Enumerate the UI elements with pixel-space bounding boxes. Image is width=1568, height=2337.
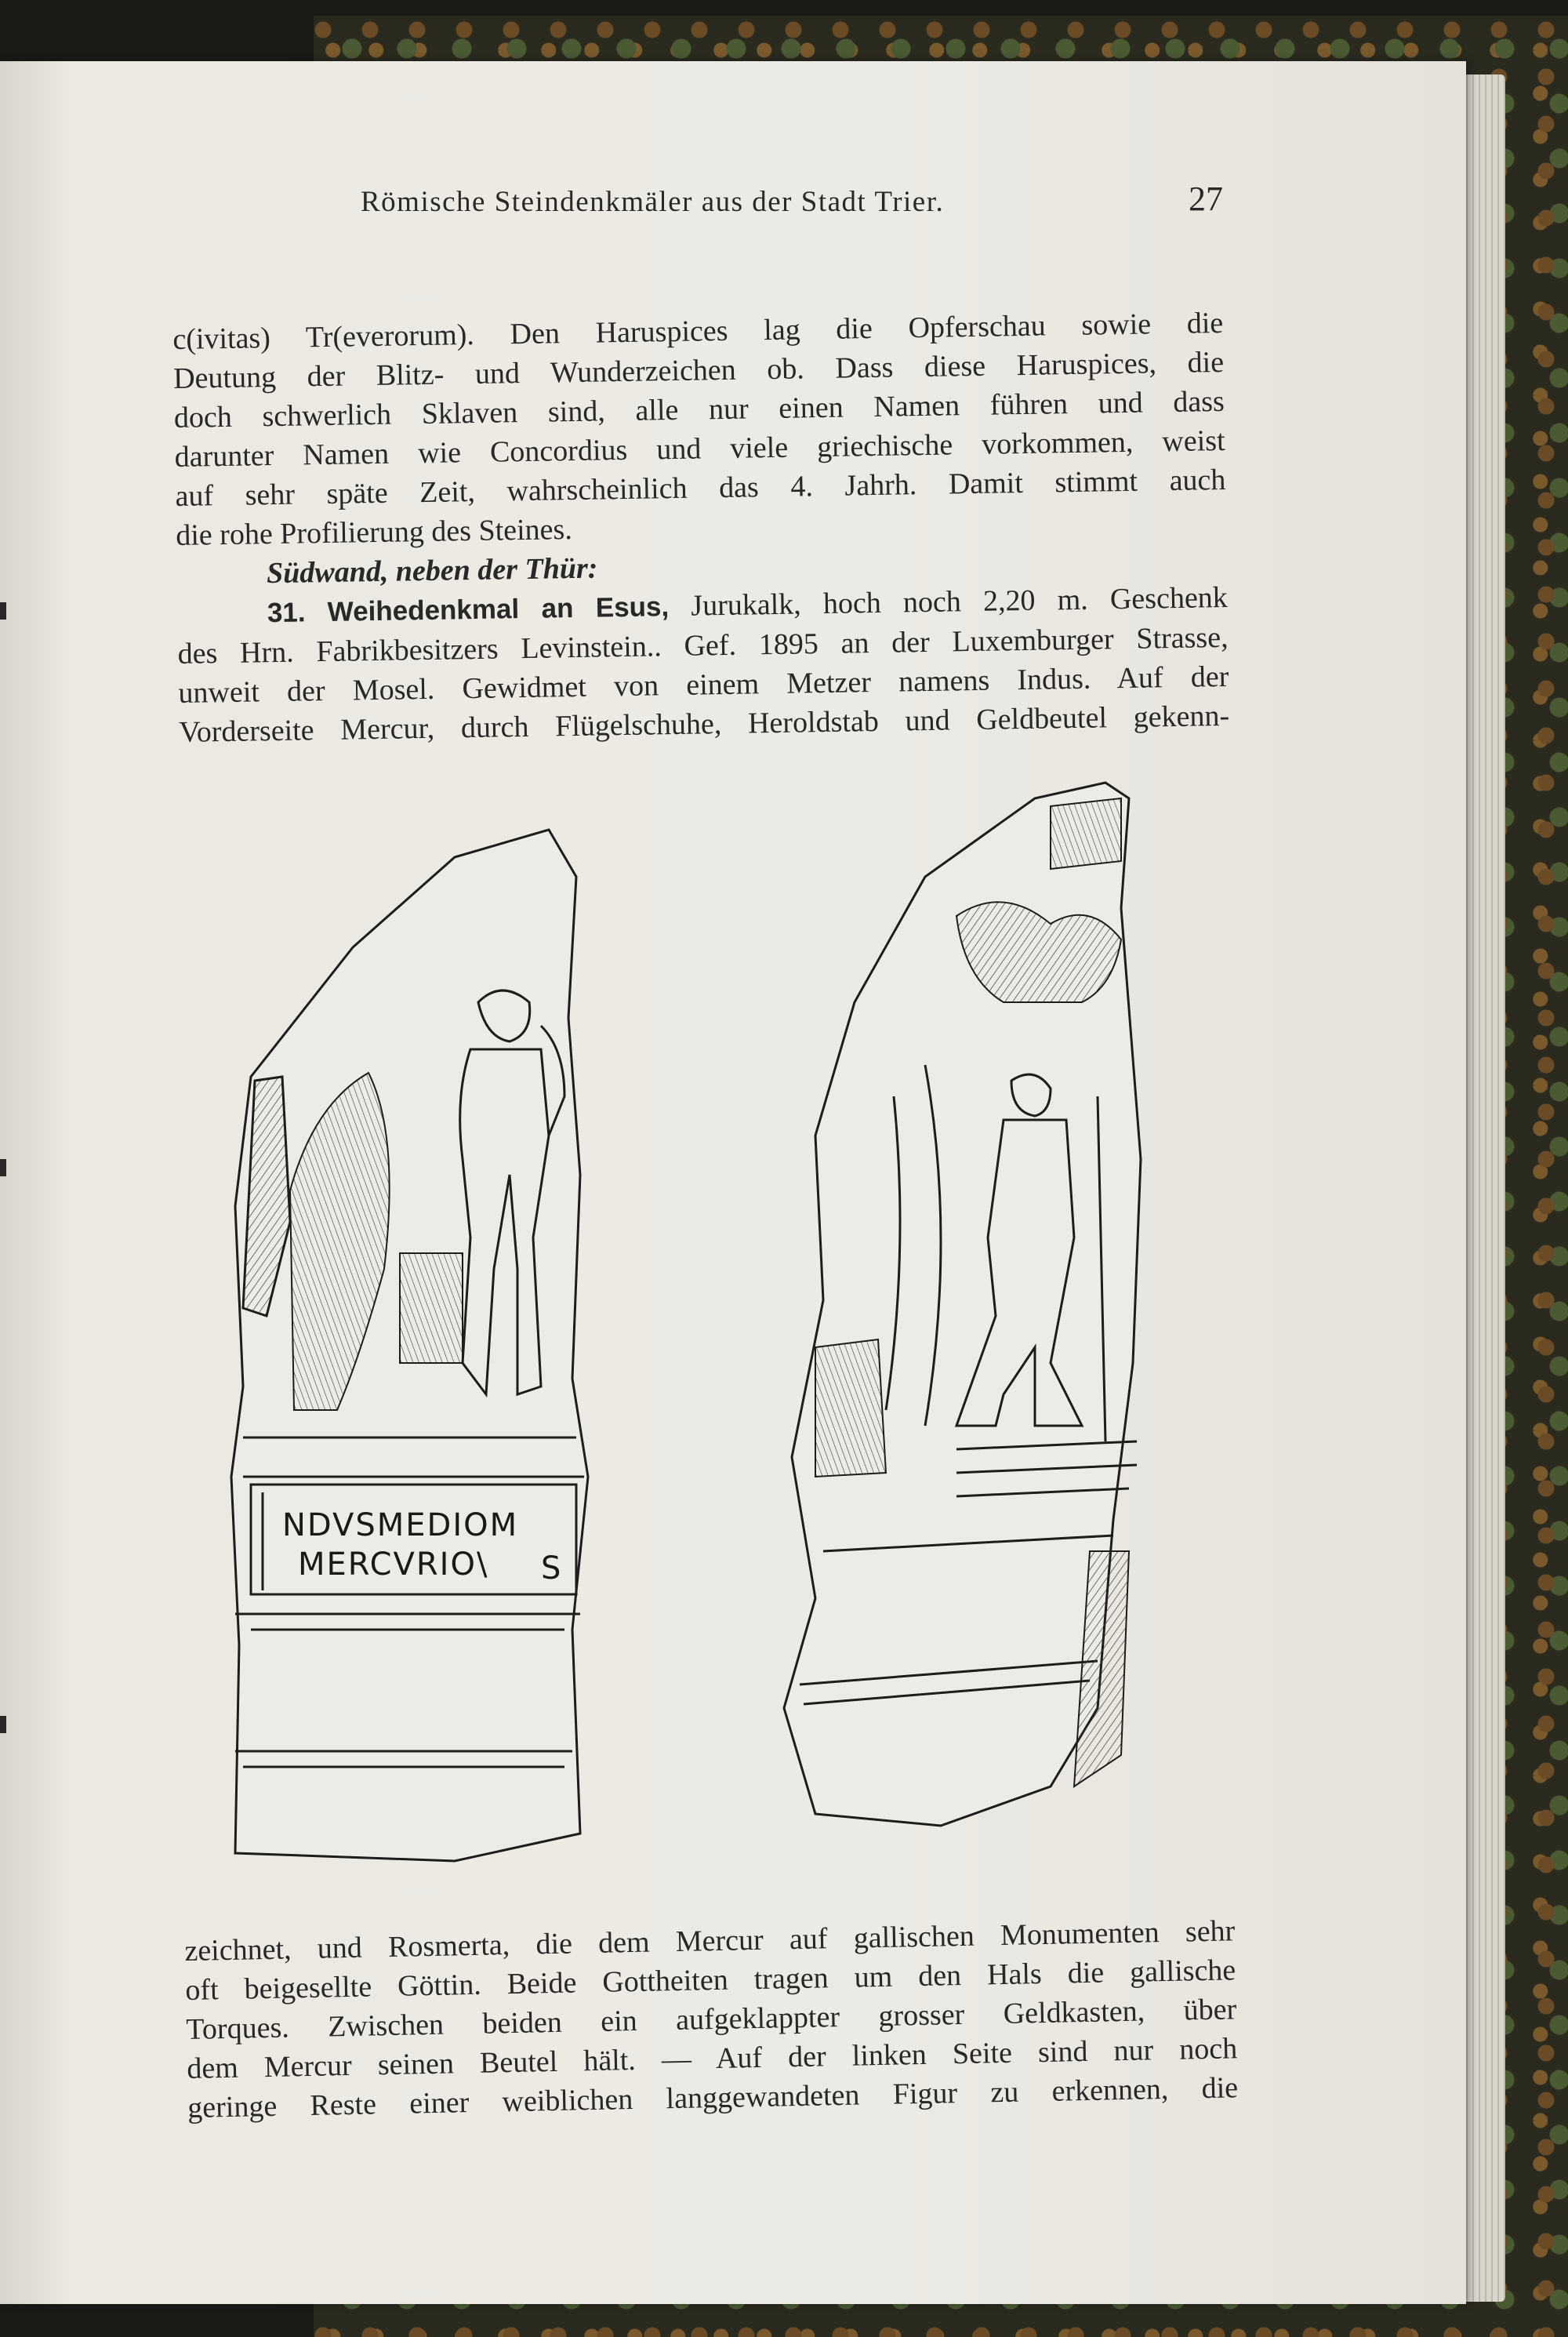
margin-mark (0, 602, 6, 620)
stone-monument-illustration (220, 767, 1239, 1904)
text-line: oft beigesellte Göttin. Beide Gottheiten tragen um den Hals die gallische (185, 1954, 1236, 2007)
text-line: unweit der Mosel. Gewidmet von einem Metzer namens Indus. Auf der (178, 660, 1229, 710)
text-line: doch schwerlich Sklaven sind, alle nur einen Namen führen und dass (173, 384, 1225, 434)
entry-title: Weihedenkmal an Esus, (327, 591, 670, 627)
text-line: darunter Namen wie Concordius und viele griechische vorkommen, weist (174, 423, 1225, 474)
text-line: die rohe Profilierung des Steines. (175, 513, 573, 552)
text-line: zeichnet, und Rosmerta, die dem Mercur auf gallischen Monumenten sehr (184, 1914, 1236, 1968)
running-title: Römische Steindenkmäler aus der Stadt Trier. (361, 186, 945, 218)
inscription-mark: S (541, 1550, 563, 1586)
illustration-svg (220, 767, 1239, 1904)
top-paragraph (172, 303, 1229, 752)
section-subheading: Südwand, neben der Thür: (266, 551, 598, 591)
text-line: des Hrn. Fabrikbesitzers Levinstein.. Gef. 1895 an der Luxemburger Strasse, (177, 620, 1229, 671)
book-page (0, 61, 1466, 2304)
margin-mark (0, 1159, 6, 1176)
page-header (361, 179, 1223, 226)
inscription-line-1: NDVSMEDIOM (282, 1507, 519, 1543)
text-line: auf sehr späte Zeit, wahrscheinlich das 4. Jahrh. Damit stimmt auch (175, 463, 1226, 513)
monument-front-view (231, 830, 588, 1861)
monument-side-view (784, 783, 1141, 1826)
inscription-line-2: MERCVRIO\ (298, 1546, 489, 1583)
text-line: c(ivitas) Tr(everorum). Den Haruspices lag die Opferschau sowie die (172, 306, 1224, 356)
bottom-paragraph (184, 1911, 1239, 2128)
entry-number: 31. (267, 597, 306, 629)
text-line: dem Mercur seinen Beutel hält. — Auf der linken Seite sind nur noch (186, 2032, 1238, 2085)
margin-mark (0, 1716, 6, 1733)
entry-first-line-text: Jurukalk, hoch noch 2,20 m. Geschenk (691, 580, 1229, 623)
text-line: Torques. Zwischen beiden ein aufgeklappter grosser Geldkasten, über (185, 1993, 1237, 2046)
text-line: geringe Reste einer weiblichen langgewandeten Figur zu erkennen, die (187, 2071, 1239, 2124)
text-line: Vorderseite Mercur, durch Flügelschuhe, Heroldstab und Geldbeutel gekenn- (178, 699, 1230, 749)
page-number: 27 (1189, 180, 1223, 218)
text-line: Deutung der Blitz- und Wunderzeichen ob. Dass diese Haruspices, die (172, 345, 1225, 395)
